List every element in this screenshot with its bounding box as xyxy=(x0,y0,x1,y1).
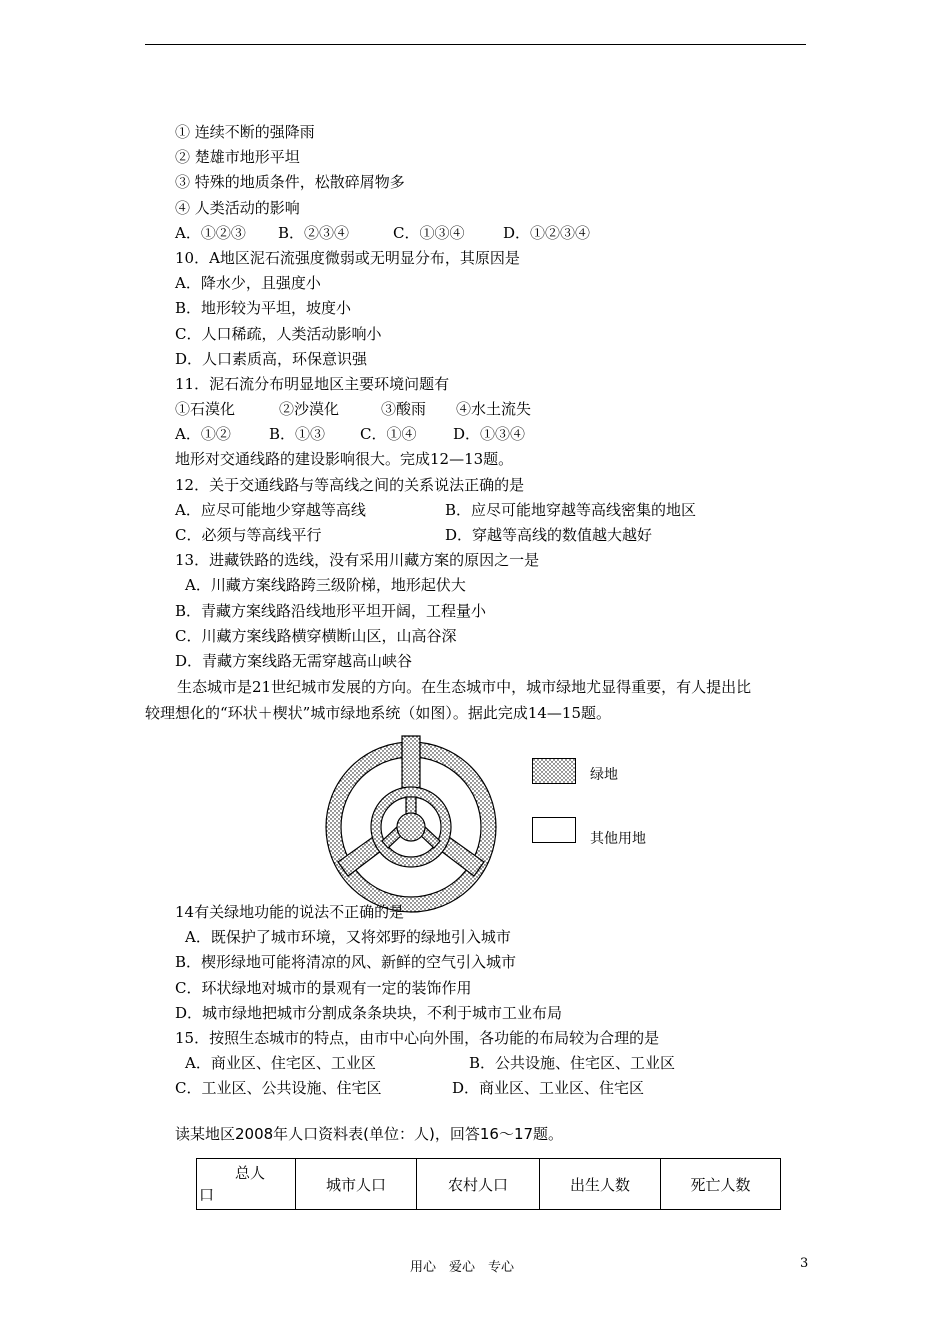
intro-16-17: 读某地区2008年人口资料表(单位：人)，回答16～17题。 xyxy=(175,1124,564,1143)
q10-option-d: D．人口素质高，环保意识强 xyxy=(175,349,368,368)
legend-other-swatch xyxy=(532,817,576,843)
inner-wedge-top xyxy=(406,797,416,814)
q9-choice-c: C．①③④ xyxy=(393,223,465,242)
q11-stem: 11．泥石流分布明显地区主要环境问题有 xyxy=(175,374,450,393)
legend-green-swatch xyxy=(532,758,576,784)
q14-stem: 14有关绿地功能的说法不正确的是 xyxy=(175,903,405,921)
legend-green-label: 绿地 xyxy=(590,767,618,783)
q13-option-a: A．川藏方案线路跨三级阶梯，地形起伏大 xyxy=(185,576,466,595)
intro-14-15 xyxy=(145,674,810,726)
q11-choice-b: B．①③ xyxy=(269,425,326,444)
q11-choice-d: D．①③④ xyxy=(453,425,526,444)
green-space-diagram xyxy=(310,730,510,920)
q11-item-1: ①石漠化 xyxy=(175,400,236,419)
table-header-row xyxy=(197,1159,781,1210)
questions-9-13 xyxy=(175,120,815,674)
q15-option-a: A．商业区、住宅区、工业区 xyxy=(185,1054,376,1073)
q9-option-1: ① 连续不断的强降雨 xyxy=(175,123,315,141)
q11-item-4: ④水土流失 xyxy=(456,400,532,419)
q9-option-3: ③ 特殊的地质条件，松散碎屑物多 xyxy=(175,173,405,192)
q11-choices xyxy=(175,422,815,447)
q13-option-b: B．青藏方案线路沿线地形平坦开阔，工程量小 xyxy=(175,601,487,620)
q15-stem: 15．按照生态城市的特点，由市中心向外围，各功能的布局较为合理的是 xyxy=(175,1028,660,1047)
center-green-core xyxy=(397,813,425,841)
header-city-population: 城市人口 xyxy=(296,1159,417,1210)
q12-stem: 12．关于交通线路与等高线之间的关系说法正确的是 xyxy=(175,475,525,494)
q13-option-d: D．青藏方案线路无需穿越高山峡谷 xyxy=(175,651,413,670)
q15-row-1 xyxy=(175,1051,815,1076)
q9-choice-b: B．②③④ xyxy=(278,223,350,242)
q12-option-b: B．应尽可能地穿越等高线密集的地区 xyxy=(445,500,697,519)
header-rural-population: 农村人口 xyxy=(417,1159,540,1210)
population-table xyxy=(196,1158,781,1210)
q12-option-d: D．穿越等高线的数值越大越好 xyxy=(445,526,653,544)
intro-12-13: 地形对交通线路的建设影响很大。完成12—13题。 xyxy=(175,450,514,469)
q9-option-2: ② 楚雄市地形平坦 xyxy=(175,148,300,167)
page-number: 3 xyxy=(800,1256,809,1271)
q11-item-2: ②沙漠化 xyxy=(279,400,340,419)
ring-wedge-diagram xyxy=(310,730,510,920)
q15-option-d: D．商业区、工业区、住宅区 xyxy=(452,1079,645,1098)
legend-green-pattern xyxy=(533,759,575,783)
header-deaths: 死亡人数 xyxy=(661,1159,781,1210)
q15-option-b: B．公共设施、住宅区、工业区 xyxy=(469,1054,676,1073)
q14-option-a: A．既保护了城市环境，又将郊野的绿地引入城市 xyxy=(185,928,511,947)
legend-other-label: 其他用地 xyxy=(590,831,646,847)
q11-choice-c: C．①④ xyxy=(360,425,417,444)
intro-14-15-line-2: 较理想化的“环状＋楔状”城市绿地系统（如图）。据此完成14—15题。 xyxy=(145,704,612,722)
q10-option-b: B．地形较为平坦，坡度小 xyxy=(175,299,352,318)
q10-option-c: C．人口稀疏，人类活动影响小 xyxy=(175,324,382,343)
q11-choice-a: A．①② xyxy=(175,425,231,444)
q12-option-a: A．应尽可能地少穿越等高线 xyxy=(175,500,366,519)
q12-row-1 xyxy=(175,498,815,523)
q15-option-c: C．工业区、公共设施、住宅区 xyxy=(175,1079,382,1098)
q9-option-4: ④ 人类活动的影响 xyxy=(175,198,300,217)
q10-option-a: A．降水少，且强度小 xyxy=(175,274,321,293)
q14-option-c: C．环状绿地对城市的景观有一定的装饰作用 xyxy=(175,978,472,997)
q10-stem: 10．A地区泥石流强度微弱或无明显分布，其原因是 xyxy=(175,248,520,267)
header-births: 出生人数 xyxy=(540,1159,661,1210)
q13-stem: 13．进藏铁路的选线，没有采用川藏方案的原因之一是 xyxy=(175,551,540,570)
q12-option-c: C．必须与等高线平行 xyxy=(175,526,322,544)
header-total-population xyxy=(197,1159,296,1210)
q12-row-2 xyxy=(175,523,815,548)
q15-row-2 xyxy=(175,1076,815,1101)
q14-option-d: D．城市绿地把城市分割成条条块块，不利于城市工业布局 xyxy=(175,1003,563,1022)
q11-item-3: ③酸雨 xyxy=(381,400,427,419)
header-rule xyxy=(145,44,806,45)
q11-items xyxy=(175,397,815,422)
q14-option-b: B．楔形绿地可能将清凉的风、新鲜的空气引入城市 xyxy=(175,953,517,972)
q9-choice-d: D．①②③④ xyxy=(503,223,591,242)
q9-choice-a: A．①②③ xyxy=(175,223,246,242)
intro-14-15-line-1: 生态城市是21世纪城市发展的方向。在生态城市中，城市绿地尤显得重要，有人提出比 xyxy=(177,678,752,696)
header-total-line-2: 口 xyxy=(199,1186,215,1204)
header-total-line-1: 总人 xyxy=(235,1164,266,1182)
q13-option-c: C．川藏方案线路横穿横断山区，山高谷深 xyxy=(175,626,457,645)
q9-choices xyxy=(175,221,815,246)
questions-14-15 xyxy=(175,900,815,1147)
footer-slogan: 用心 爱心 专心 xyxy=(410,1260,515,1275)
